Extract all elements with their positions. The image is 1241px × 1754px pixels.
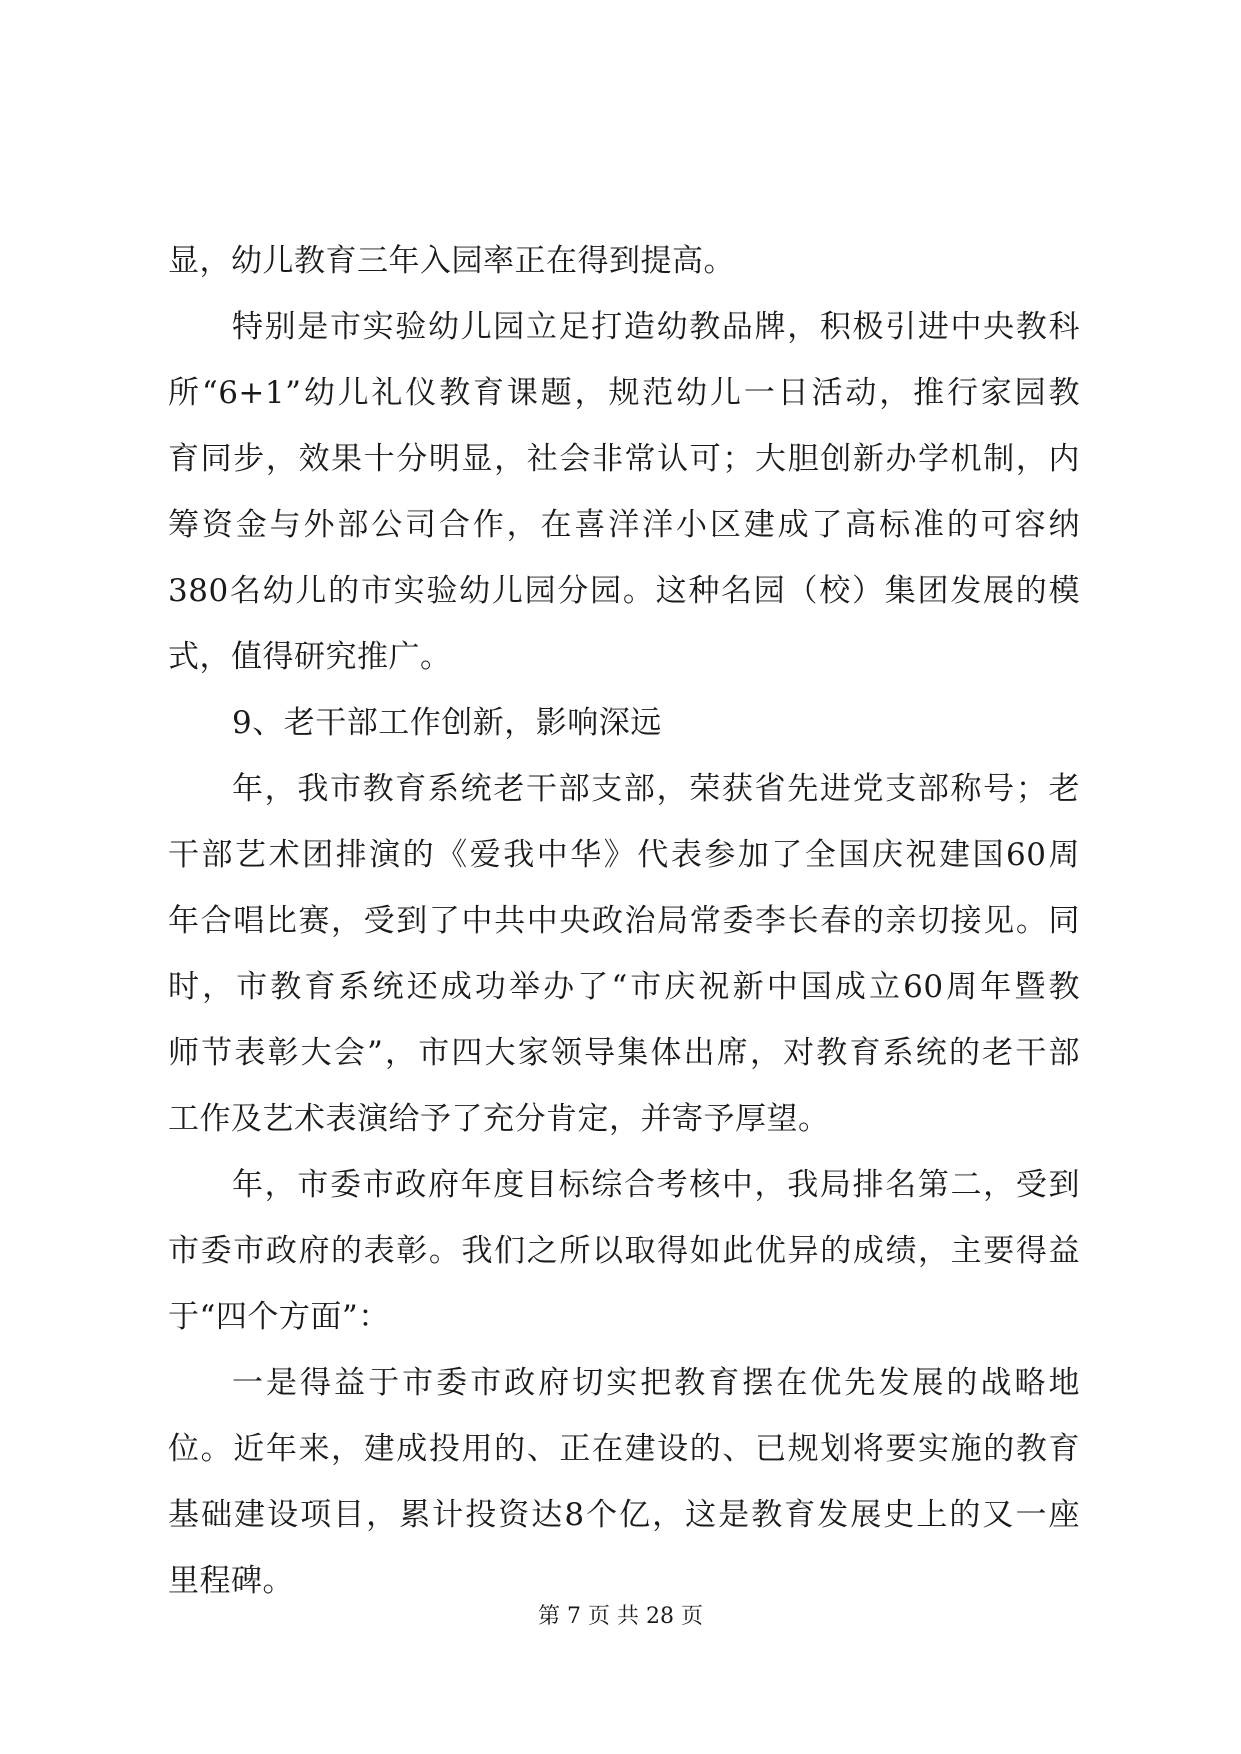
text-line: 干部艺术团排演的《爱我中华》代表参加了全国庆祝建国60周 xyxy=(168,837,1080,873)
page-footer: 第 7 页 共 28 页 xyxy=(538,1604,703,1629)
paragraph-first-line: 特别是市实验幼儿园立足打造幼教品牌，积极引进中央教科 xyxy=(232,309,1080,345)
text-line: 式，值得研究推广。 xyxy=(168,639,452,675)
text-line: 于“四个方面”： xyxy=(168,1299,390,1335)
text-line: 显，幼儿教育三年入园率正在得到提高。 xyxy=(168,243,735,279)
section-heading: 9、老干部工作创新，影响深远 xyxy=(232,705,662,741)
text-line: 基础建设项目，累计投资达8个亿，这是教育发展史上的又一座 xyxy=(168,1497,1080,1533)
text-line: 工作及艺术表演给予了充分肯定，并寄予厚望。 xyxy=(168,1101,830,1137)
paragraph-first-line: 年，市委市政府年度目标综合考核中，我局排名第二，受到 xyxy=(232,1167,1080,1203)
text-line: 师节表彰大会”，市四大家领导集体出席，对教育系统的老干部 xyxy=(168,1035,1080,1071)
text-line: 380名幼儿的市实验幼儿园分园。这种名园（校）集团发展的模 xyxy=(168,573,1080,609)
text-line: 市委市政府的表彰。我们之所以取得如此优异的成绩，主要得益 xyxy=(168,1233,1080,1269)
text-line: 年合唱比赛，受到了中共中央政治局常委李长春的亲切接见。同 xyxy=(168,903,1080,939)
body-text xyxy=(168,228,1080,1614)
text-line: 时，市教育系统还成功举办了“市庆祝新中国成立60周年暨教 xyxy=(168,969,1080,1005)
text-line: 所“6+1”幼儿礼仪教育课题，规范幼儿一日活动，推行家园教 xyxy=(168,375,1080,411)
text-line: 筹资金与外部公司合作，在喜洋洋小区建成了高标准的可容纳 xyxy=(168,507,1080,543)
text-line: 里程碑。 xyxy=(168,1563,294,1599)
text-line: 位。近年来，建成投用的、正在建设的、已规划将要实施的教育 xyxy=(168,1431,1080,1467)
paragraph-first-line: 年，我市教育系统老干部支部，荣获省先进党支部称号；老 xyxy=(232,771,1080,807)
paragraph-first-line: 一是得益于市委市政府切实把教育摆在优先发展的战略地 xyxy=(232,1365,1080,1401)
text-line: 育同步，效果十分明显，社会非常认可；大胆创新办学机制，内 xyxy=(168,441,1080,477)
